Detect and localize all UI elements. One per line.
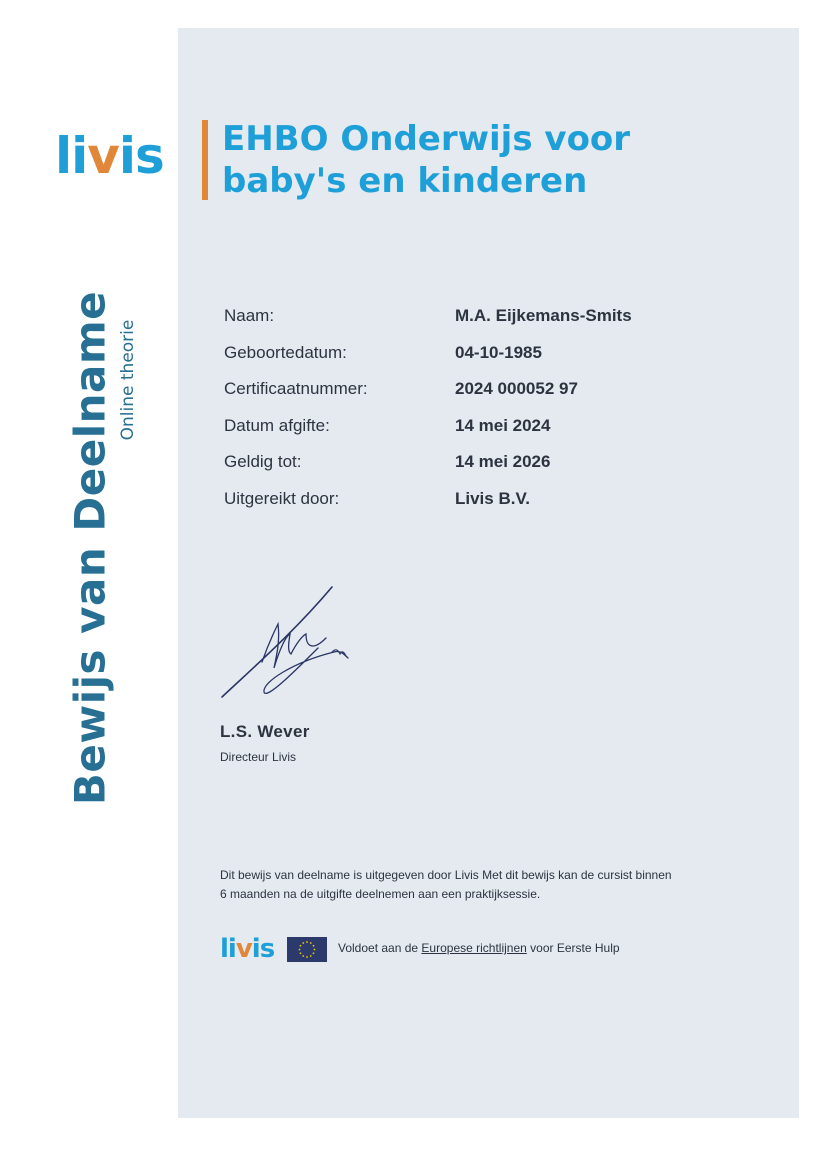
eu-flag-icon — [287, 937, 327, 962]
detail-label: Certificaatnummer: — [224, 379, 368, 399]
compliance-prefix: Voldoet aan de — [338, 941, 422, 955]
detail-value: M.A. Eijkemans-Smits — [455, 306, 632, 325]
livis-logo-small: livis — [220, 934, 275, 964]
detail-label: Geboortedatum: — [224, 342, 347, 362]
detail-label: Naam: — [224, 306, 275, 325]
eu-star — [299, 949, 301, 951]
detail-label: Geldig tot: — [224, 452, 302, 472]
eu-star — [310, 942, 312, 944]
sidebar-title: Bewijs van Deelname — [65, 290, 115, 806]
eu-star — [302, 942, 304, 944]
eu-star — [313, 952, 315, 954]
compliance-text — [338, 941, 620, 955]
disclaimer-line1: Dit bewijs van deelname is uitgegeven door Livis Met dit bewijs kan de cursist binnen — [220, 868, 672, 882]
eu-star — [300, 945, 302, 947]
detail-value: 14 mei 2026 — [455, 452, 551, 472]
eu-star — [306, 956, 308, 958]
page-title — [222, 118, 702, 202]
eu-star — [310, 955, 312, 957]
page-title-line2: baby's en kinderen — [222, 161, 588, 201]
eu-star — [300, 952, 302, 954]
detail-value: Livis B.V. — [455, 488, 530, 508]
eu-guidelines-link[interactable]: Europese richtlijnen — [421, 941, 527, 955]
livis-logo: livis — [55, 127, 164, 185]
detail-label: Uitgereikt door: — [224, 488, 340, 508]
eu-star — [302, 955, 304, 957]
eu-star — [306, 941, 308, 943]
compliance-suffix: voor Eerste Hulp — [526, 941, 620, 955]
detail-value: 14 mei 2024 — [455, 415, 551, 435]
disclaimer-text — [220, 866, 740, 904]
page-title-line1: EHBO Onderwijs voor — [222, 119, 631, 159]
signature-image — [214, 582, 354, 702]
sidebar-subtitle: Online theorie — [118, 319, 138, 441]
signer-name: L.S. Wever — [220, 722, 310, 741]
detail-value: 04-10-1985 — [455, 342, 542, 362]
detail-value: 2024 000052 97 — [455, 379, 578, 399]
signer-role: Directeur Livis — [220, 750, 297, 764]
eu-star — [314, 949, 316, 951]
disclaimer-line2: 6 maanden na de uitgifte deelnemen aan een praktijksessie. — [220, 887, 541, 901]
detail-label: Datum afgifte: — [224, 415, 330, 435]
title-accent-bar — [202, 120, 208, 200]
eu-star — [313, 945, 315, 947]
